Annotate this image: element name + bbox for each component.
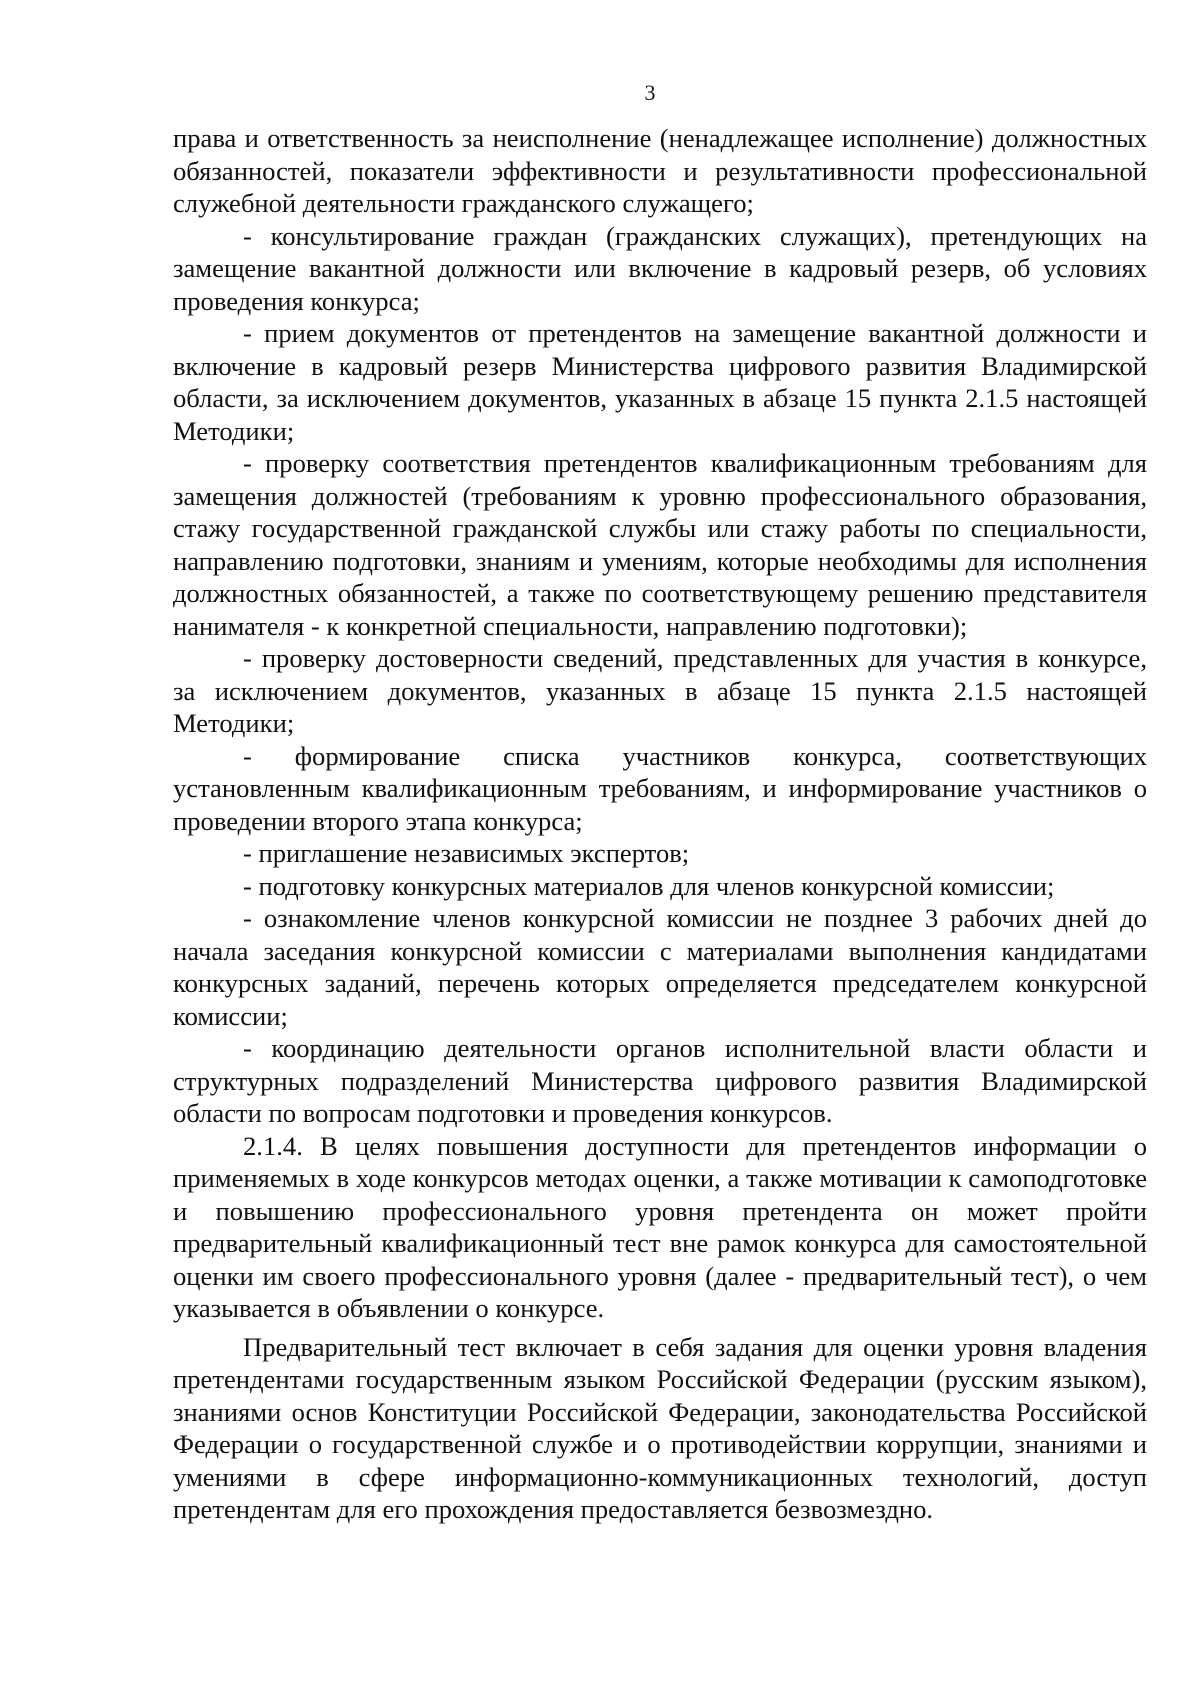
paragraph-reliability-check: - проверку достоверности сведений, представленных для участия в конкурсе, за исключением документов, указанных в абзаце 15 пункта 2.1.5 настоящей Методики; <box>173 643 1147 738</box>
paragraph-section-2-1-4: 2.1.4. В целях повышения доступности для претендентов информации о применяемых в ходе конкурсов методах оценки, а также мотивации к самоподготовке и повышению профессионального уровня претендента он может пройти предварительный квалификационный тест вне рамок конкурса для самостоятельной оценки им своего профессионального уровня (далее - предварительный тест), о чем указывается в объявлении о конкурсе. <box>173 1130 1147 1323</box>
paragraph-qualification-check: - проверку соответствия претендентов квалификационным требованиям для замещения должностей (требованиям к уровню профессионального образования, стажу государственной гражданской службы или стажу работы по специальности, направлению подготовки, знаниям и умениям, которые необходимы для исполнения должностных обязанностей, а также по соответствующему решению представителя нанимателя - к конкретной специальности, направлению подготовки); <box>173 448 1147 641</box>
paragraph-document-intake: - прием документов от претендентов на замещение вакантной должности и включение в кадровый резерв Министерства цифрового развития Владимирской области, за исключением документов, указанных в абзаце 15 пункта 2.1.5 настоящей Методики; <box>173 318 1147 446</box>
paragraph-materials: - подготовку конкурсных материалов для членов конкурсной комиссии; <box>243 870 1055 901</box>
paragraph-experts: - приглашение независимых экспертов; <box>243 838 690 868</box>
paragraph-coordination: - координацию деятельности органов исполнительной власти области и структурных подразделений Министерства цифрового развития Владимирской области по вопросам подготовки и проведения конкурсов. <box>173 1033 1147 1128</box>
paragraph-rights: права и ответственность за неисполнение (ненадлежащее исполнение) должностных обязанностей, показатели эффективности и результативности профессиональной служебной деятельности гражданского служащего; <box>173 123 1147 218</box>
paragraph-participant-list: - формирование списка участников конкурса, соответствующих установленным квалификационным требованиям, и информирование участников о проведении второго этапа конкурса; <box>173 740 1147 836</box>
document-body <box>173 122 1147 1526</box>
paragraph-consulting: - консультирование граждан (гражданских служащих), претендующих на замещение вакантной должности или включение в кадровый резерв, об условиях проведения конкурса; <box>173 220 1147 316</box>
paragraph-familiarization: - ознакомление членов конкурсной комиссии не позднее 3 рабочих дней до начала заседания конкурсной комиссии с материалами выполнения кандидатами конкурсных заданий, перечень которых определяется председателем конкурсной комиссии; <box>173 903 1147 1031</box>
page-number: 3 <box>644 80 656 105</box>
paragraph-preliminary-test: Предварительный тест включает в себя задания для оценки уровня владения претендентами государственным языком Российской Федерации (русским языком), знаниями основ Конституции Российской Федерации, законодательства Российской Федерации о государственной службе и о противодействии коррупции, знаниями и умениями в сфере информационно-коммуникационных технологий, доступ претендентам для его прохождения предоставляется безвозмездно. <box>173 1331 1147 1524</box>
